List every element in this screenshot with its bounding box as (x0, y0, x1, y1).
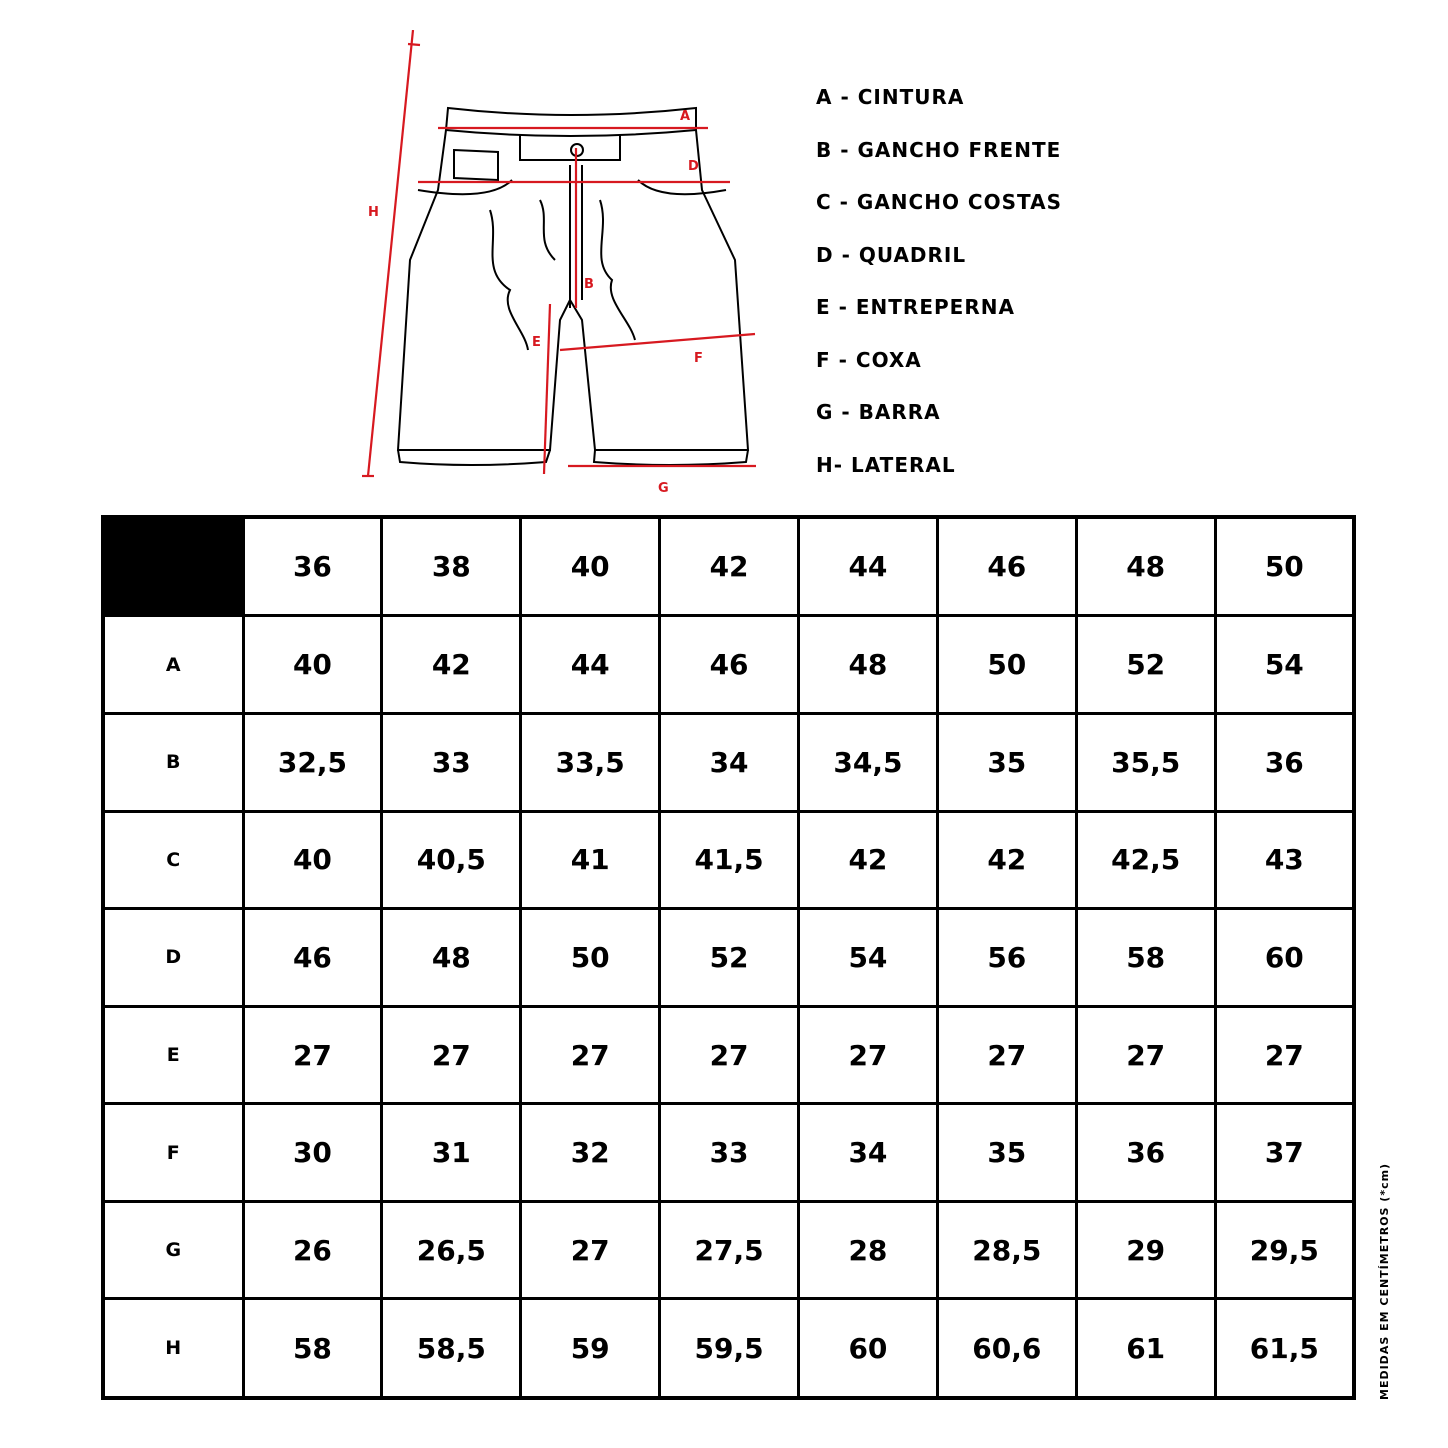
size-chart-table (101, 515, 1356, 1400)
measure-value-cell: 34 (660, 714, 799, 812)
measurement-legend (816, 82, 1062, 502)
measure-value-cell: 34 (799, 1104, 938, 1202)
size-header-cell: 44 (799, 517, 938, 616)
measure-value-cell: 36 (1076, 1104, 1215, 1202)
measure-value-cell: 46 (660, 616, 799, 714)
measure-value-cell: 40 (243, 616, 382, 714)
measure-value-cell: 42,5 (1076, 811, 1215, 909)
measure-value-cell: 26,5 (382, 1201, 521, 1299)
measure-value-cell: 33 (660, 1104, 799, 1202)
table-row (103, 616, 1354, 714)
measure-value-cell: 33,5 (521, 714, 660, 812)
shorts-measurement-diagram (350, 30, 780, 500)
measure-value-cell: 40,5 (382, 811, 521, 909)
measure-value-cell: 60,6 (937, 1299, 1076, 1398)
measure-value-cell: 28,5 (937, 1201, 1076, 1299)
size-header-cell: 42 (660, 517, 799, 616)
table-row (103, 1201, 1354, 1299)
measure-value-cell: 27 (243, 1006, 382, 1104)
legend-item-d: D - QUADRIL (816, 242, 967, 267)
measure-value-cell: 43 (1215, 811, 1354, 909)
measurement-lines (362, 30, 756, 476)
size-header-cell: 36 (243, 517, 382, 616)
measure-value-cell: 50 (937, 616, 1076, 714)
measure-value-cell: 27 (521, 1201, 660, 1299)
measure-value-cell: 27 (521, 1006, 660, 1104)
corner-cell (103, 517, 243, 616)
label-b: B (584, 277, 594, 292)
measure-value-cell: 33 (382, 714, 521, 812)
measure-value-cell: 46 (243, 909, 382, 1007)
size-header-cell: 46 (937, 517, 1076, 616)
table-row (103, 1006, 1354, 1104)
measure-value-cell: 59 (521, 1299, 660, 1398)
measure-value-cell: 42 (382, 616, 521, 714)
measure-value-cell: 27 (799, 1006, 938, 1104)
measure-label-cell: D (103, 909, 243, 1007)
measure-label-cell: A (103, 616, 243, 714)
label-g: G (658, 481, 669, 496)
measure-value-cell: 61,5 (1215, 1299, 1354, 1398)
table-row (103, 909, 1354, 1007)
measure-value-cell: 27 (660, 1006, 799, 1104)
measure-value-cell: 27,5 (660, 1201, 799, 1299)
measure-value-cell: 35,5 (1076, 714, 1215, 812)
measure-label-cell: B (103, 714, 243, 812)
table-row (103, 1104, 1354, 1202)
measure-value-cell: 44 (521, 616, 660, 714)
measure-value-cell: 54 (799, 909, 938, 1007)
units-footnote: MEDIDAS EM CENTÍMETROS (*cm) (1378, 1162, 1391, 1400)
measure-value-cell: 34,5 (799, 714, 938, 812)
measure-label-cell: G (103, 1201, 243, 1299)
label-h: H (368, 205, 379, 220)
measure-value-cell: 37 (1215, 1104, 1354, 1202)
measure-value-cell: 32,5 (243, 714, 382, 812)
measure-value-cell: 29 (1076, 1201, 1215, 1299)
measure-label-cell: F (103, 1104, 243, 1202)
measure-label-cell: E (103, 1006, 243, 1104)
measure-value-cell: 27 (382, 1006, 521, 1104)
measure-value-cell: 52 (1076, 616, 1215, 714)
measure-value-cell: 59,5 (660, 1299, 799, 1398)
measure-value-cell: 36 (1215, 714, 1354, 812)
label-f: F (694, 351, 703, 366)
measure-value-cell: 50 (521, 909, 660, 1007)
measure-value-cell: 60 (1215, 909, 1354, 1007)
size-header-cell: 38 (382, 517, 521, 616)
measure-value-cell: 48 (799, 616, 938, 714)
measure-value-cell: 54 (1215, 616, 1354, 714)
legend-item-a: A - CINTURA (816, 85, 965, 109)
measure-value-cell: 28 (799, 1201, 938, 1299)
measure-value-cell: 60 (799, 1299, 938, 1398)
measure-value-cell: 29,5 (1215, 1201, 1354, 1299)
measure-value-cell: 41 (521, 811, 660, 909)
measure-value-cell: 35 (937, 1104, 1076, 1202)
table-row (103, 811, 1354, 909)
measure-label-cell: H (103, 1299, 243, 1398)
legend-item-b: B - GANCHO FRENTE (816, 137, 1062, 162)
table-row (103, 714, 1354, 812)
measure-value-cell: 48 (382, 909, 521, 1007)
table-row (103, 1299, 1354, 1398)
measure-value-cell: 32 (521, 1104, 660, 1202)
measure-value-cell: 27 (1076, 1006, 1215, 1104)
measure-value-cell: 35 (937, 714, 1076, 812)
legend-item-h: H- LATERAL (816, 452, 956, 477)
legend-item-g: G - BARRA (816, 400, 941, 424)
label-a: A (680, 109, 691, 124)
measure-value-cell: 52 (660, 909, 799, 1007)
measure-label-cell: C (103, 811, 243, 909)
measure-value-cell: 26 (243, 1201, 382, 1299)
size-header-row (103, 517, 1354, 616)
measure-value-cell: 42 (937, 811, 1076, 909)
size-header-cell: 40 (521, 517, 660, 616)
legend-item-e: E - ENTREPERNA (816, 295, 1015, 319)
size-header-cell: 50 (1215, 517, 1354, 616)
measure-value-cell: 27 (937, 1006, 1076, 1104)
label-d: D (688, 159, 699, 174)
measurement-labels (368, 109, 703, 496)
measure-value-cell: 56 (937, 909, 1076, 1007)
measure-value-cell: 41,5 (660, 811, 799, 909)
measure-value-cell: 42 (799, 811, 938, 909)
label-e: E (532, 335, 541, 350)
measure-value-cell: 58 (1076, 909, 1215, 1007)
measure-value-cell: 27 (1215, 1006, 1354, 1104)
legend-item-c: C - GANCHO COSTAS (816, 190, 1062, 214)
measure-value-cell: 31 (382, 1104, 521, 1202)
legend-item-f: F - COXA (816, 347, 922, 372)
measure-value-cell: 30 (243, 1104, 382, 1202)
measure-value-cell: 40 (243, 811, 382, 909)
measure-value-cell: 61 (1076, 1299, 1215, 1398)
measure-value-cell: 58 (243, 1299, 382, 1398)
measure-value-cell: 58,5 (382, 1299, 521, 1398)
size-header-cell: 48 (1076, 517, 1215, 616)
